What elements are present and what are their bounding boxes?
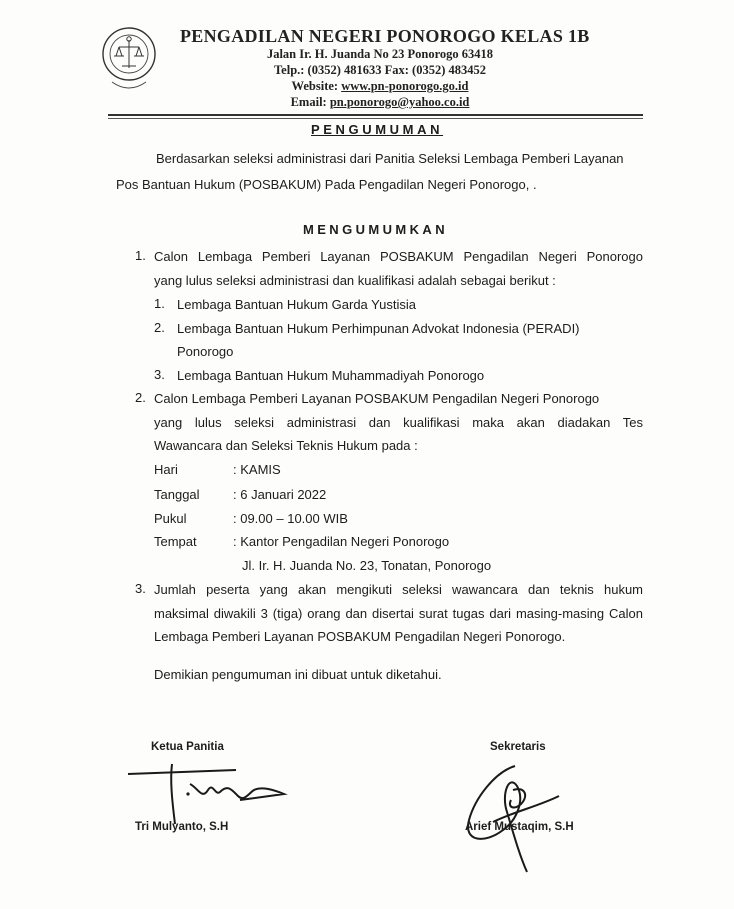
schedule-label: Hari <box>154 462 178 477</box>
schedule-label: Tanggal <box>154 487 200 502</box>
email-link[interactable]: pn.ponorogo@yahoo.co.id <box>329 95 470 109</box>
org-name: PENGADILAN NEGERI PONOROGO KELAS 1B <box>180 26 590 46</box>
letterhead-divider <box>108 114 643 116</box>
subitem-number: 2. <box>154 320 165 335</box>
document-title: PENGUMUMAN <box>311 122 444 137</box>
item-3-line-3: Lembaga Pemberi Layanan POSBAKUM Pengadilan Negeri Ponorogo. <box>154 629 566 644</box>
org-email <box>220 95 540 110</box>
item-number: 1. <box>135 248 146 263</box>
schedule-place-line-2: Jl. Ir. H. Juanda No. 23, Tonatan, Ponorogo <box>242 558 492 573</box>
letterhead-divider-thin <box>108 118 643 119</box>
item-2-line-3: Wawancara dan Seleksi Teknis Hukum pada : <box>154 438 418 453</box>
item-1-line-1: Calon Lembaga Pemberi Layanan POSBAKUM Pengadilan Negeri Ponorogo <box>154 249 643 264</box>
org-address: Jalan Ir. H. Juanda No 23 Ponorogo 63418 <box>266 47 494 61</box>
item-number: 3. <box>135 581 146 596</box>
schedule-value: : 6 Januari 2022 <box>233 487 327 502</box>
intro-line-1: Berdasarkan seleksi administrasi dari Panitia Seleksi Lembaga Pemberi Layanan <box>156 151 624 166</box>
email-label: Email: <box>290 95 330 109</box>
item-number: 2. <box>135 390 146 405</box>
item-2-line-1: Calon Lembaga Pemberi Layanan POSBAKUM Pengadilan Negeri Ponorogo <box>154 391 600 406</box>
subitem-text-cont: Ponorogo <box>177 344 234 359</box>
schedule-label: Pukul <box>154 511 187 526</box>
closing-text: Demikian pengumuman ini dibuat untuk diketahui. <box>154 667 442 682</box>
schedule-label: Tempat <box>154 534 197 549</box>
website-label: Website: <box>291 79 342 93</box>
section-heading: MENGUMUMKAN <box>303 222 448 237</box>
schedule-value: : 09.00 – 10.00 WIB <box>233 511 348 526</box>
schedule-value: : KAMIS <box>233 462 281 477</box>
org-website <box>220 79 540 94</box>
court-emblem-icon <box>100 20 158 98</box>
item-3-line-2: maksimal diwakili 3 (tiga) orang dan disertai surat tugas dari masing-masing Calon <box>154 606 643 621</box>
subitem-text: Lembaga Bantuan Hukum Perhimpunan Advokat Indonesia (PERADI) <box>177 321 580 336</box>
signer-name-left: Tri Mulyanto, S.H <box>135 821 229 833</box>
subitem-number: 1. <box>154 296 165 311</box>
website-link[interactable]: www.pn-ponorogo.go.id <box>341 79 469 93</box>
subitem-text: Lembaga Bantuan Hukum Garda Yustisia <box>177 297 416 312</box>
item-3-line-1: Jumlah peserta yang akan mengikuti seleksi wawancara dan teknis hukum <box>154 582 643 597</box>
subitem-number: 3. <box>154 367 165 382</box>
org-phone: Telp.: (0352) 481633 Fax: (0352) 483452 <box>273 63 487 77</box>
item-1-line-2: yang lulus seleksi administrasi dan kualifikasi adalah sebagai berikut : <box>154 273 556 288</box>
signer-name-right: Arief Mustaqim, S.H <box>465 821 574 833</box>
signer-role-left: Ketua Panitia <box>151 741 224 753</box>
schedule-value: : Kantor Pengadilan Negeri Ponorogo <box>233 534 450 549</box>
intro-line-2: Pos Bantuan Hukum (POSBAKUM) Pada Pengadilan Negeri Ponorogo, . <box>116 177 537 192</box>
item-2-line-2: yang lulus seleksi administrasi dan kualifikasi maka akan diadakan Tes <box>154 415 643 430</box>
signature-left <box>120 760 290 830</box>
signer-role-right: Sekretaris <box>490 741 546 753</box>
subitem-text: Lembaga Bantuan Hukum Muhammadiyah Ponorogo <box>177 368 485 383</box>
signature-right <box>455 750 585 875</box>
